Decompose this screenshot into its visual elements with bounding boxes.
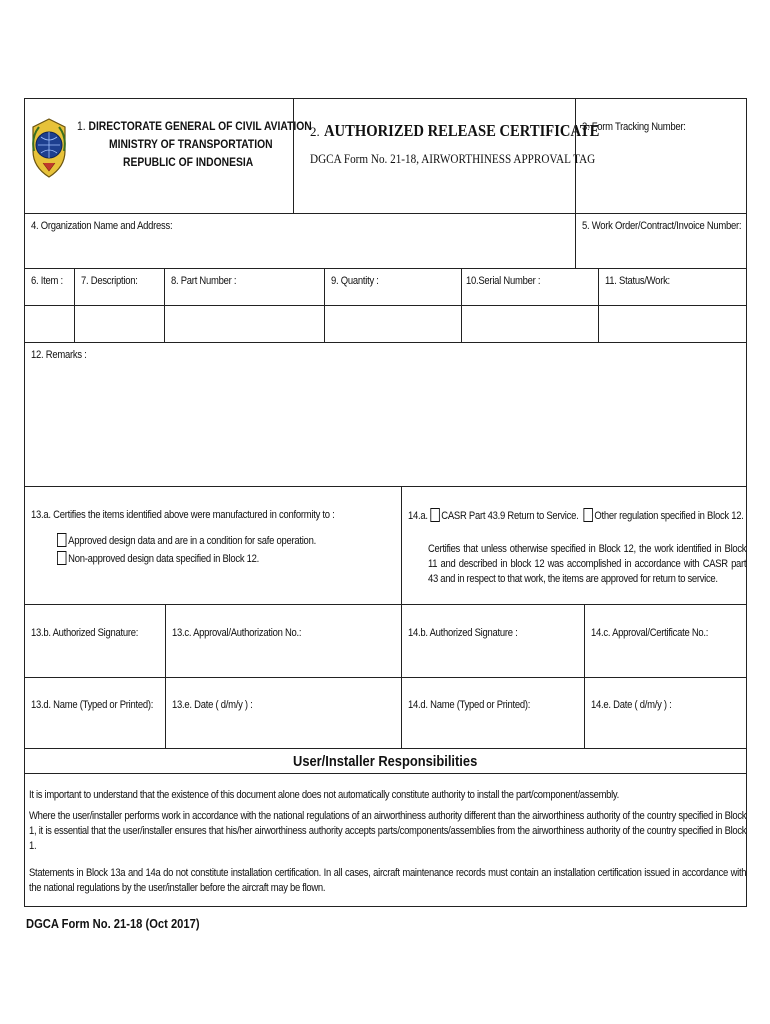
block-13b-cell[interactable] [24, 604, 166, 678]
org-name-line3: REPUBLIC OF INDONESIA [123, 155, 254, 169]
block-1-number: 1. [77, 119, 86, 133]
responsibilities-title: User/Installer Responsibilities [293, 753, 478, 770]
block-14d-cell[interactable] [401, 677, 585, 749]
block-13c-cell[interactable] [165, 604, 402, 678]
responsibilities-title-cell [24, 748, 747, 774]
block-4-cell[interactable] [24, 213, 576, 269]
description-label: 7. Description: [81, 275, 138, 287]
block-14b-cell[interactable] [401, 604, 585, 678]
status-work-label-cell [598, 268, 747, 306]
block-14d-label: 14.d. Name (Typed or Printed): [408, 699, 531, 711]
serial-number-label-cell [461, 268, 599, 306]
quantity-label: 9. Quantity : [331, 275, 379, 287]
status-work-label: 11. Status/Work: [605, 275, 670, 287]
remarks-cell[interactable] [24, 342, 747, 487]
block-14b-label: 14.b. Authorized Signature : [408, 627, 518, 639]
block-13a-approved-checkbox[interactable] [57, 533, 66, 547]
block-13a-non-approved-label: Non-approved design data specified in Block 12. [68, 553, 260, 565]
block-13a-label: 13.a. Certifies the items identified above were manufactured in conformity to : [31, 509, 335, 521]
block-14a-other-checkbox[interactable] [583, 508, 592, 522]
serial-number-label: 10.Serial Number : [466, 275, 541, 287]
quantity-value-cell[interactable] [324, 305, 462, 343]
work-order-label: 5. Work Order/Contract/Invoice Number: [582, 220, 742, 232]
block-14e-cell[interactable] [584, 677, 747, 749]
description-label-cell [74, 268, 165, 306]
description-value-cell[interactable] [74, 305, 165, 343]
responsibilities-body-cell [24, 773, 747, 907]
block-13c-label: 13.c. Approval/Authorization No.: [172, 627, 302, 639]
block-1-cell [24, 98, 312, 214]
block-14a-other-label: Other regulation specified in Block 12. [594, 510, 744, 522]
org-name-line1: DIRECTORATE GENERAL OF CIVIL AVIATION [88, 119, 312, 133]
block-13d-cell[interactable] [24, 677, 166, 749]
remarks-label: 12. Remarks : [31, 349, 87, 361]
block-2-cell [293, 98, 600, 214]
quantity-label-cell [324, 268, 462, 306]
certificate-subtitle: DGCA Form No. 21-18, AIRWORTHINESS APPROVAL TAG [310, 151, 596, 166]
org-name-line2: MINISTRY OF TRANSPORTATION [109, 137, 273, 151]
dgca-emblem-icon [29, 117, 69, 179]
block-14c-cell[interactable] [584, 604, 747, 678]
block-13e-cell[interactable] [165, 677, 402, 749]
block-2-number: 2. [310, 124, 320, 139]
block-13a-cell [24, 486, 402, 605]
block-13a-approved-label: Approved design data and are in a condition for safe operation. [68, 535, 316, 547]
block-13d-label: 13.d. Name (Typed or Printed): [31, 699, 154, 711]
block-14a-number: 14.a. [408, 510, 428, 522]
part-number-value-cell[interactable] [164, 305, 325, 343]
item-label-cell [24, 268, 75, 306]
block-13e-label: 13.e. Date ( d/m/y ) : [172, 699, 253, 711]
item-value-cell[interactable] [24, 305, 75, 343]
block-13a-non-approved-checkbox[interactable] [57, 551, 66, 565]
serial-number-value-cell[interactable] [461, 305, 599, 343]
block-14a-cell [401, 486, 747, 605]
block-13b-label: 13.b. Authorized Signature: [31, 627, 139, 639]
block-14a-casr-label: CASR Part 43.9 Return to Service. [441, 510, 579, 522]
responsibilities-para-2: Where the user/installer performs work in accordance with the national regulations of an airworthiness authority different than the airworthiness authority of the country specified in Block 1, it is essential that the user/installer ensures that his/her airworthiness authority accepts parts/components/assemblies from the airworthiness authority of the country specified in Block 1. [29, 810, 747, 852]
form-footer-label: DGCA Form No. 21-18 (Oct 2017) [26, 916, 200, 931]
org-name-address-label: 4. Organization Name and Address: [31, 220, 173, 232]
block-14c-label: 14.c. Approval/Certificate No.: [591, 627, 709, 639]
block-3-cell[interactable] [575, 98, 747, 214]
part-number-label: 8. Part Number : [171, 275, 237, 287]
block-5-cell[interactable] [575, 213, 747, 269]
responsibilities-para-1: It is important to understand that the existence of this document alone does not automatically constitute authority to install the part/component/assembly. [29, 789, 619, 801]
part-number-label-cell [164, 268, 325, 306]
block-14a-statement: Certifies that unless otherwise specified in Block 12, the work identified in Block 11 and described in block 12 was accomplished in accordance with CASR part 43 and in respect to that work, the items are approved for return to service. [428, 543, 747, 585]
certificate-title: AUTHORIZED RELEASE CERTIFICATE [323, 121, 600, 140]
responsibilities-para-3: Statements in Block 13a and 14a do not constitute installation certification. In all cases, aircraft maintenance records must contain an installation certification issued in accordance with the national regulations by the user/installer before the aircraft may be flown. [29, 867, 747, 894]
form-tracking-label: 3. Form Tracking Number: [582, 121, 686, 133]
block-14e-label: 14.e. Date ( d/m/y ) : [591, 699, 672, 711]
item-label: 6. Item : [31, 275, 63, 287]
status-work-value-cell[interactable] [598, 305, 747, 343]
block-14a-casr-checkbox[interactable] [430, 508, 439, 522]
